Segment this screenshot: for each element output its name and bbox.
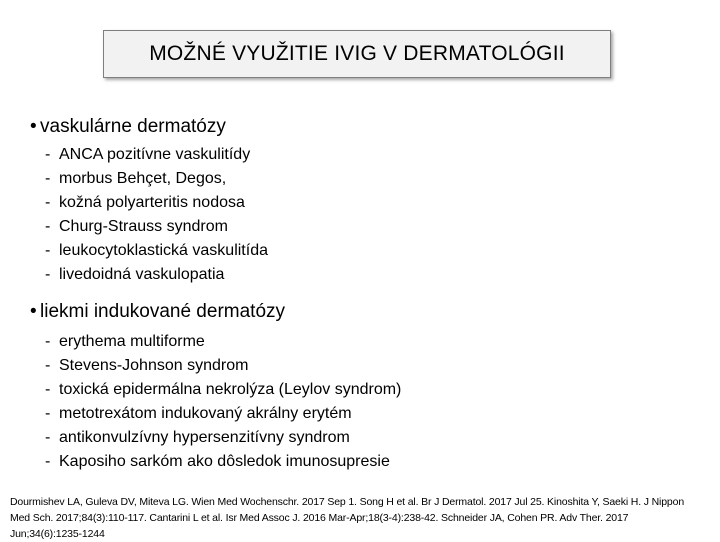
dash-marker: - (45, 381, 51, 398)
list-item (30, 143, 690, 167)
section-heading (30, 300, 690, 324)
references-footer: Dourmishev LA, Guleva DV, Miteva LG. Wien Med Wochenschr. 2017 Sep 1. Song H et al. Br J Dermatol. 2017 Jul 25. Kinoshita Y, Saeki H. J Nippon Med Sch. 2017;84(3):110-117. Cantarini L et al. Isr Med Assoc J. 2016 Mar-Apr;18(3-4):238-42. Schneider JA, Cohen PR. Adv Ther. 2017 Jun;34(6):1235-1244 (10, 496, 685, 540)
list-item (30, 378, 690, 402)
list-item-text: livedoidná vaskulopatia (59, 266, 225, 283)
list-item-text: ANCA pozitívne vaskulitídy (59, 146, 251, 163)
item-list (30, 330, 690, 474)
bullet-marker: • (30, 116, 37, 137)
slide-title: MOŽNÉ VYUŽITIE IVIG V DERMATOLÓGII (149, 42, 565, 65)
list-item (30, 191, 690, 215)
list-item (30, 354, 690, 378)
list-item (30, 239, 690, 263)
list-item-text: kožná polyarteritis nodosa (59, 194, 245, 211)
list-item-text: Stevens-Johnson syndrom (59, 357, 249, 374)
dash-marker: - (45, 146, 51, 163)
dash-marker: - (45, 453, 51, 470)
list-item (30, 167, 690, 191)
list-item-text: toxická epidermálna nekrolýza (Leylov syndrom) (59, 381, 402, 398)
list-item-text: leukocytoklastická vaskulitída (59, 242, 268, 259)
bullet-marker: • (30, 301, 37, 322)
section-heading (30, 115, 690, 139)
section-heading-text: liekmi indukované dermatózy (40, 301, 286, 322)
dash-marker: - (45, 357, 51, 374)
list-item (30, 450, 690, 474)
section-vascular-dermatoses (30, 115, 690, 287)
list-item-text: antikonvulzívny hypersenzitívny syndrom (59, 429, 350, 446)
section-heading-text: vaskulárne dermatózy (40, 116, 226, 137)
slide-title-box (103, 30, 611, 78)
list-item (30, 263, 690, 287)
dash-marker: - (45, 266, 51, 283)
list-item (30, 426, 690, 450)
item-list (30, 143, 690, 287)
dash-marker: - (45, 170, 51, 187)
list-item-text: metotrexátom indukovaný akrálny erytém (59, 405, 352, 422)
list-item (30, 330, 690, 354)
list-item-text: erythema multiforme (59, 333, 205, 350)
dash-marker: - (45, 429, 51, 446)
section-drug-induced-dermatoses (30, 300, 690, 474)
list-item-text: morbus Behçet, Degos, (59, 170, 227, 187)
list-item-text: Churg-Strauss syndrom (59, 218, 228, 235)
list-item (30, 402, 690, 426)
list-item (30, 215, 690, 239)
list-item-text: Kaposiho sarkóm ako dôsledok imunosupresie (59, 453, 390, 470)
dash-marker: - (45, 218, 51, 235)
dash-marker: - (45, 333, 51, 350)
dash-marker: - (45, 194, 51, 211)
dash-marker: - (45, 405, 51, 422)
dash-marker: - (45, 242, 51, 259)
